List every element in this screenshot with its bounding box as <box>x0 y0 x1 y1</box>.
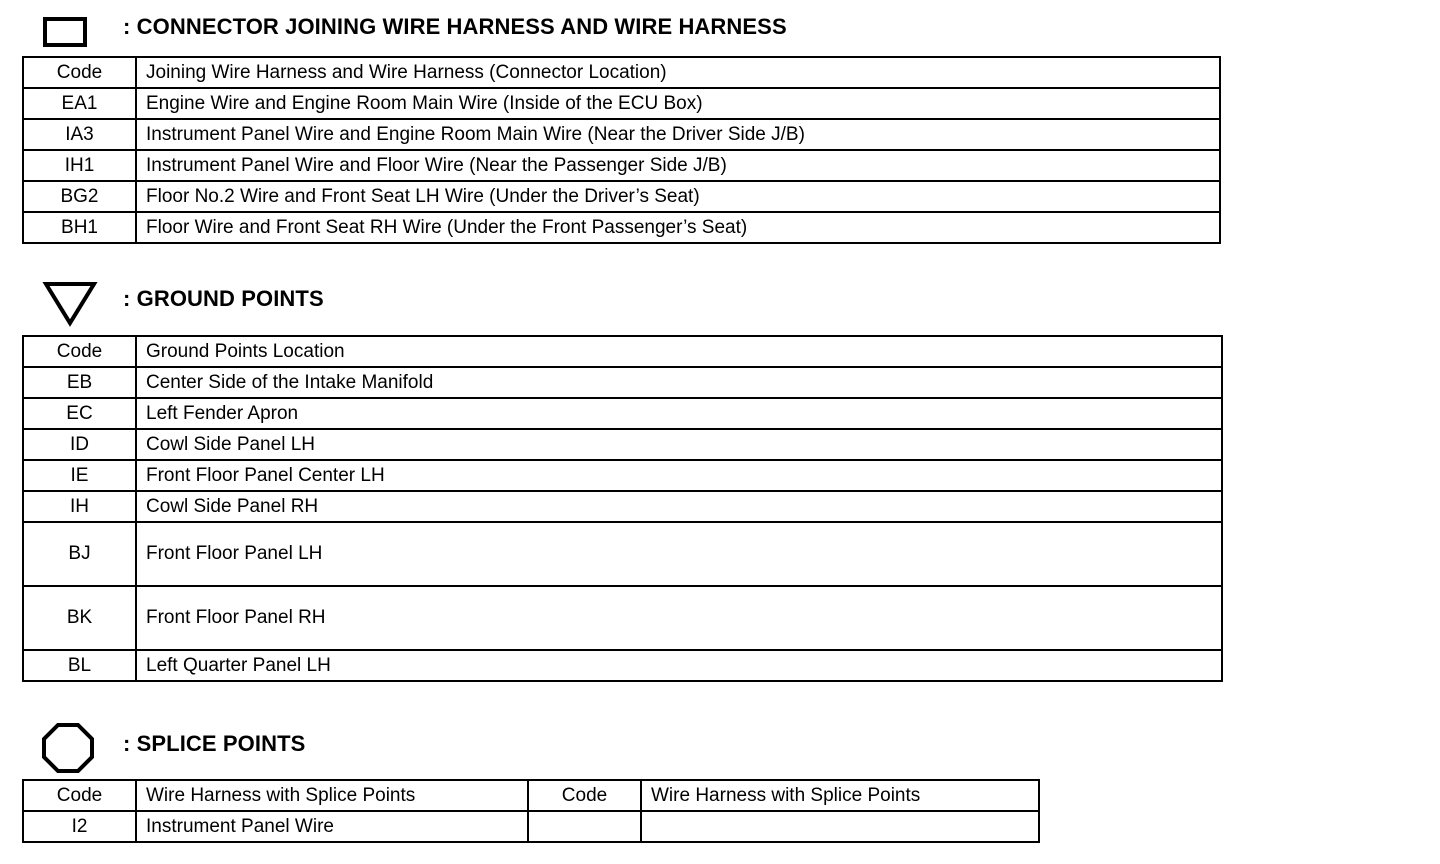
table-row <box>23 522 1222 586</box>
table-row <box>23 650 1222 681</box>
table-row <box>23 212 1220 243</box>
table-row <box>23 586 1222 650</box>
row-code: ID <box>23 429 136 460</box>
header-description: Ground Points Location <box>136 336 1222 367</box>
header-code: Code <box>23 57 136 88</box>
connector-section-title: : CONNECTOR JOINING WIRE HARNESS AND WIRE HARNESS <box>123 14 787 39</box>
table-row <box>23 367 1222 398</box>
table-row <box>23 181 1220 212</box>
connector-table <box>22 56 1221 244</box>
ground-table <box>22 335 1223 682</box>
row-description: Front Floor Panel LH <box>136 522 1222 586</box>
table-row <box>23 460 1222 491</box>
row-description: Engine Wire and Engine Room Main Wire (Inside of the ECU Box) <box>136 88 1220 119</box>
row-code: EA1 <box>23 88 136 119</box>
row-description: Left Fender Apron <box>136 398 1222 429</box>
row-description: Cowl Side Panel LH <box>136 429 1222 460</box>
row-code <box>528 811 641 842</box>
row-code: EC <box>23 398 136 429</box>
row-description: Instrument Panel Wire <box>136 811 528 842</box>
row-description: Center Side of the Intake Manifold <box>136 367 1222 398</box>
row-description <box>641 811 1039 842</box>
row-code: IH1 <box>23 150 136 181</box>
row-description: Floor No.2 Wire and Front Seat LH Wire (Under the Driver’s Seat) <box>136 181 1220 212</box>
table-row <box>23 429 1222 460</box>
header-description: Joining Wire Harness and Wire Harness (Connector Location) <box>136 57 1220 88</box>
row-code: BG2 <box>23 181 136 212</box>
splice-section-title: : SPLICE POINTS <box>123 731 306 756</box>
header-description: Wire Harness with Splice Points <box>641 780 1039 811</box>
splice-table <box>22 779 1040 843</box>
header-code: Code <box>528 780 641 811</box>
row-code: BL <box>23 650 136 681</box>
table-header-row <box>23 336 1222 367</box>
header-code: Code <box>23 780 136 811</box>
table-row <box>23 811 1039 842</box>
row-code: BJ <box>23 522 136 586</box>
row-description: Front Floor Panel RH <box>136 586 1222 650</box>
row-code: BH1 <box>23 212 136 243</box>
triangle-down-outline-icon <box>42 280 98 328</box>
row-code: I2 <box>23 811 136 842</box>
row-code: IE <box>23 460 136 491</box>
table-row <box>23 119 1220 150</box>
table-row <box>23 150 1220 181</box>
row-description: Instrument Panel Wire and Floor Wire (Near the Passenger Side J/B) <box>136 150 1220 181</box>
table-header-row <box>23 780 1039 811</box>
table-header-row <box>23 57 1220 88</box>
row-code: IH <box>23 491 136 522</box>
row-code: BK <box>23 586 136 650</box>
header-description: Wire Harness with Splice Points <box>136 780 528 811</box>
row-description: Floor Wire and Front Seat RH Wire (Under the Front Passenger’s Seat) <box>136 212 1220 243</box>
table-row <box>23 88 1220 119</box>
row-description: Left Quarter Panel LH <box>136 650 1222 681</box>
table-row <box>23 398 1222 429</box>
row-description: Front Floor Panel Center LH <box>136 460 1222 491</box>
ground-section-title: : GROUND POINTS <box>123 286 324 311</box>
table-row <box>23 491 1222 522</box>
square-outline-icon <box>42 16 88 48</box>
octagon-outline-icon <box>41 722 95 774</box>
row-code: EB <box>23 367 136 398</box>
row-description: Cowl Side Panel RH <box>136 491 1222 522</box>
row-description: Instrument Panel Wire and Engine Room Main Wire (Near the Driver Side J/B) <box>136 119 1220 150</box>
header-code: Code <box>23 336 136 367</box>
row-code: IA3 <box>23 119 136 150</box>
